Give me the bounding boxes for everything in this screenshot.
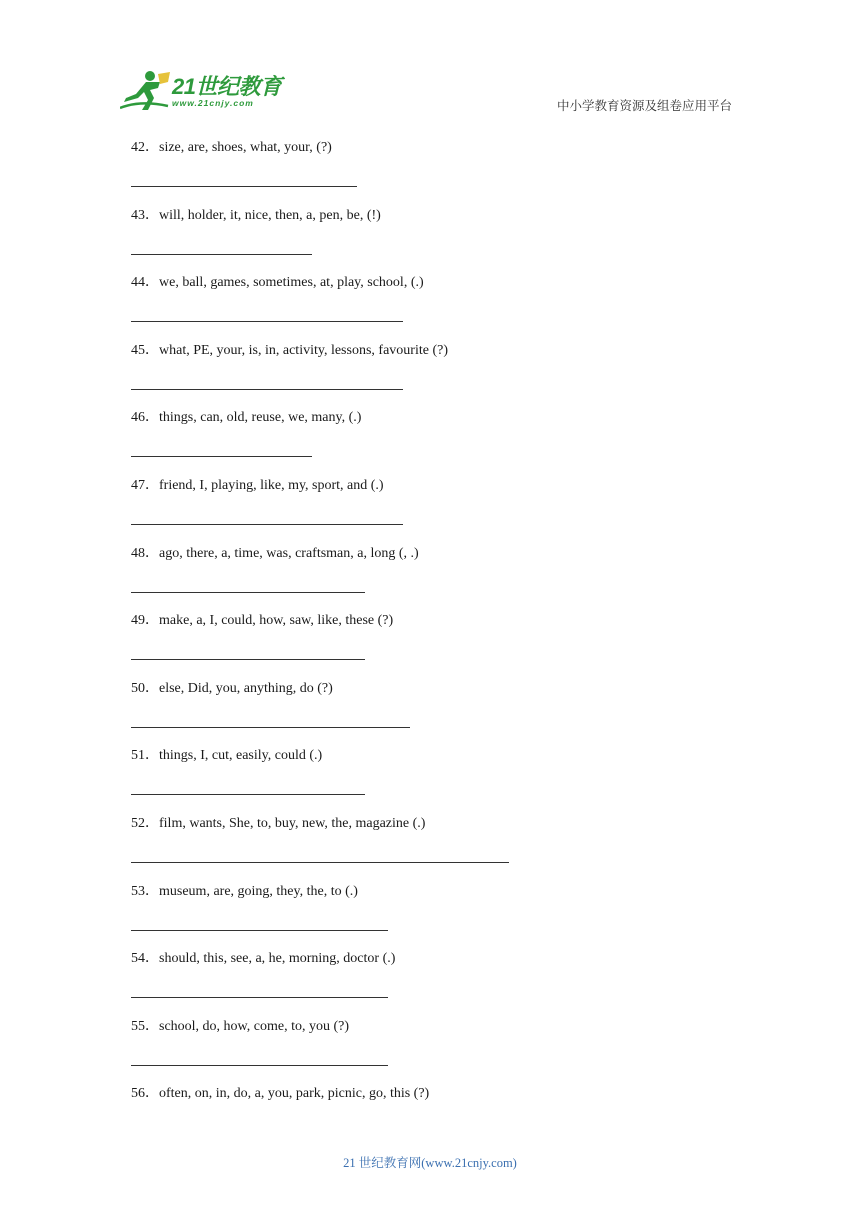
question-text xyxy=(131,612,393,630)
question-text xyxy=(131,477,384,495)
question-number: 55． xyxy=(131,1018,159,1034)
question-number: 47． xyxy=(131,477,159,493)
question-words: will, holder, it, nice, then, a, pen, be, (!) xyxy=(159,207,381,223)
question-item xyxy=(131,678,731,746)
question-item xyxy=(131,407,731,475)
answer-line[interactable] xyxy=(131,321,403,322)
question-number: 52． xyxy=(131,815,159,831)
question-text xyxy=(131,815,425,833)
question-number: 56． xyxy=(131,1086,159,1102)
question-item xyxy=(131,137,731,205)
answer-line[interactable] xyxy=(131,389,403,390)
question-item xyxy=(131,543,731,611)
question-words: should, this, see, a, he, morning, doctor (.) xyxy=(159,951,396,967)
question-words: museum, are, going, they, the, to (.) xyxy=(159,883,358,899)
answer-line[interactable] xyxy=(131,794,365,795)
question-item xyxy=(131,205,731,273)
question-item xyxy=(131,948,731,1016)
runner-logo-icon xyxy=(120,68,176,116)
question-number: 43． xyxy=(131,207,159,223)
answer-line[interactable] xyxy=(131,186,357,187)
question-number: 54． xyxy=(131,951,159,967)
answer-line[interactable] xyxy=(131,524,403,525)
question-text xyxy=(131,207,381,225)
question-number: 44． xyxy=(131,275,159,291)
header-platform-text: 中小学教育资源及组卷应用平台 xyxy=(556,99,732,113)
question-number: 53． xyxy=(131,883,159,899)
question-text xyxy=(131,139,332,157)
answer-line[interactable] xyxy=(131,930,388,931)
question-item xyxy=(131,1016,731,1084)
question-item xyxy=(131,272,731,340)
question-number: 48． xyxy=(131,545,159,561)
page-footer: 21 世纪教育网(www.21cnjy.com) xyxy=(343,1156,517,1170)
answer-line[interactable] xyxy=(131,727,410,728)
question-words: film, wants, She, to, buy, new, the, magazine (.) xyxy=(159,815,426,831)
question-number: 51． xyxy=(131,748,159,764)
question-number: 46． xyxy=(131,410,159,426)
question-words: make, a, I, could, how, saw, like, these (?) xyxy=(159,613,394,629)
logo xyxy=(120,68,290,116)
answer-line[interactable] xyxy=(131,862,509,863)
question-words: things, can, old, reuse, we, many, (.) xyxy=(159,410,362,426)
question-text xyxy=(131,1085,429,1103)
question-item xyxy=(131,881,731,949)
question-number: 50． xyxy=(131,680,159,696)
question-words: school, do, how, come, to, you (?) xyxy=(159,1018,349,1034)
question-words: ago, there, a, time, was, craftsman, a, long (, .) xyxy=(159,545,419,561)
logo-text: 21世纪教育 xyxy=(172,74,282,99)
question-words: what, PE, your, is, in, activity, lessons, favourite (?) xyxy=(159,342,448,358)
question-list xyxy=(131,137,731,1151)
question-text xyxy=(131,274,424,292)
question-words: else, Did, you, anything, do (?) xyxy=(159,680,333,696)
logo-subtitle: www.21cnjy.com xyxy=(172,98,254,108)
question-words: often, on, in, do, a, you, park, picnic, go, this (?) xyxy=(159,1086,430,1102)
question-text xyxy=(131,950,395,968)
question-text xyxy=(131,747,322,765)
question-item xyxy=(131,340,731,408)
question-item xyxy=(131,610,731,678)
question-item xyxy=(131,813,731,881)
answer-line[interactable] xyxy=(131,997,388,998)
question-text xyxy=(131,883,358,901)
question-words: friend, I, playing, like, my, sport, and (.) xyxy=(159,477,384,493)
question-words: things, I, cut, easily, could (.) xyxy=(159,748,323,764)
question-number: 42． xyxy=(131,140,159,155)
question-number: 49． xyxy=(131,613,159,629)
question-text xyxy=(131,1018,349,1036)
question-text xyxy=(131,680,333,698)
page-header xyxy=(0,0,860,125)
question-text xyxy=(131,545,419,563)
question-words: we, ball, games, sometimes, at, play, school, (.) xyxy=(159,275,424,291)
answer-line[interactable] xyxy=(131,1065,388,1066)
answer-line[interactable] xyxy=(131,659,365,660)
answer-line[interactable] xyxy=(131,592,365,593)
question-words: size, are, shoes, what, your, (?) xyxy=(159,140,332,155)
answer-line[interactable] xyxy=(131,254,312,255)
question-text xyxy=(131,342,448,360)
question-text xyxy=(131,409,361,427)
question-item xyxy=(131,745,731,813)
question-item xyxy=(131,475,731,543)
answer-line[interactable] xyxy=(131,456,312,457)
question-item xyxy=(131,1083,731,1151)
question-number: 45． xyxy=(131,342,159,358)
